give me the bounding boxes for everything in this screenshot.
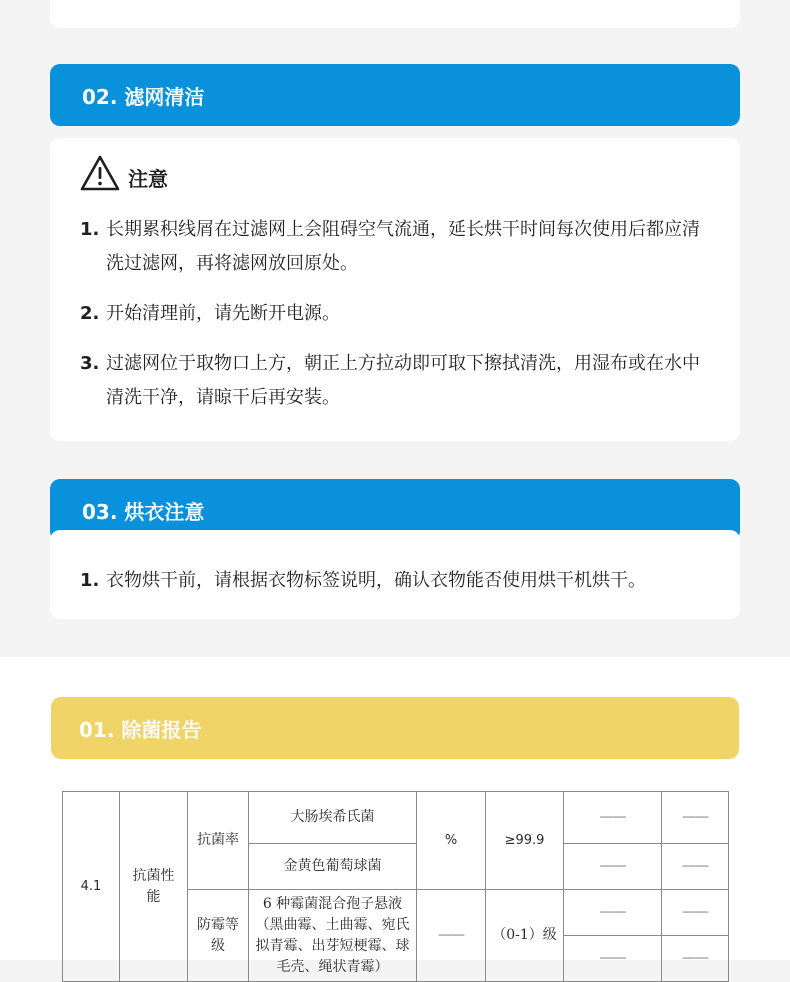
- previous-card-bottom: [50, 0, 740, 28]
- judgement-cell: ——: [662, 890, 729, 936]
- filter-item-2: [80, 297, 710, 331]
- section-filter-title: 02. 滤网清洁: [82, 84, 205, 109]
- judgement-cell: ——: [662, 792, 729, 844]
- item-text: 过滤网位于取物口上方，朝正上方拉动即可取下擦拭清洗，用湿布或在水中清洗干净，请晾干后再安装。: [106, 353, 700, 408]
- filter-item-3: [80, 347, 710, 415]
- result-cell: ——: [564, 890, 662, 936]
- antibacterial-rate-cell: 抗菌率: [188, 792, 249, 890]
- judgement-cell: ——: [662, 844, 729, 890]
- requirement-cell: （0-1）级: [486, 890, 564, 982]
- item-number: 1.: [80, 570, 100, 591]
- item-text: 衣物烘干前，请根据衣物标签说明，确认衣物能否使用烘干机烘干。: [106, 570, 646, 591]
- category-cell: 抗菌性能: [120, 792, 188, 982]
- unit-cell: ——: [417, 890, 486, 982]
- result-cell: ——: [564, 936, 662, 982]
- filter-item-1: [80, 213, 710, 281]
- result-cell: ——: [564, 844, 662, 890]
- mildew-description-cell: 6 种霉菌混合孢子悬液（黑曲霉、土曲霉、宛氏拟青霉、出芽短梗霉、球毛壳、绳状青霉）: [249, 890, 417, 982]
- section-drying-title: 03. 烘衣注意: [82, 499, 205, 524]
- notice-label: 注意: [128, 167, 168, 191]
- section-report-header: [51, 697, 739, 759]
- section-filter-header: [50, 64, 740, 126]
- mildew-grade-cell: 防霉等级: [188, 890, 249, 982]
- bacteria-cell: 金黄色葡萄球菌: [249, 844, 417, 890]
- table-row: [63, 792, 729, 844]
- requirement-cell: ≥99.9: [486, 792, 564, 890]
- item-text: 开始清理前，请先断开电源。: [106, 303, 340, 324]
- notice-row: [80, 155, 168, 191]
- unit-cell: %: [417, 792, 486, 890]
- item-number: 3.: [80, 353, 100, 374]
- item-number-cell: 4.1: [63, 792, 120, 982]
- section-report-title: 01. 除菌报告: [79, 717, 202, 742]
- bacteria-cell: 大肠埃希氏菌: [249, 792, 417, 844]
- item-number: 2.: [80, 303, 100, 324]
- judgement-cell: ——: [662, 936, 729, 982]
- item-text: 长期累积线屑在过滤网上会阻碍空气流通，延长烘干时间每次使用后都应清洗过滤网，再将滤网放回原处。: [106, 219, 700, 274]
- result-cell: ——: [564, 792, 662, 844]
- item-number: 1.: [80, 219, 100, 240]
- sterilization-report-table: [62, 791, 729, 982]
- warning-triangle-icon: [80, 155, 120, 191]
- drying-item-1: [80, 564, 730, 598]
